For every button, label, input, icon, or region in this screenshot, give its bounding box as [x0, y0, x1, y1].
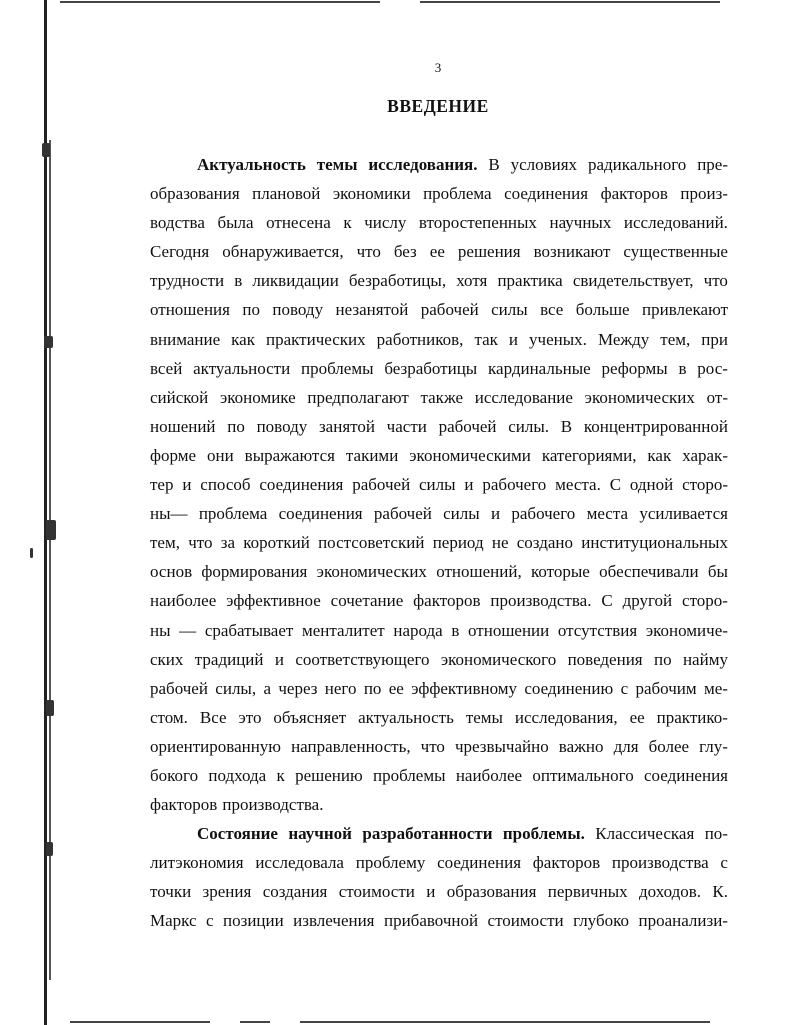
- word: что: [703, 271, 728, 291]
- word: рабочим: [635, 678, 697, 698]
- word: тер: [150, 475, 174, 495]
- word: ученых.: [529, 329, 587, 349]
- word: экономики: [332, 184, 411, 204]
- word: рос-: [697, 358, 728, 378]
- word: все: [540, 300, 564, 320]
- word: исследование: [474, 387, 573, 407]
- word: привлекают: [642, 300, 728, 320]
- word: Между: [597, 329, 650, 349]
- word: факторов: [413, 591, 481, 611]
- word: ских: [150, 649, 184, 669]
- scan-bottom-line: [240, 1021, 270, 1023]
- word: как: [647, 445, 672, 465]
- word: соединения: [437, 853, 522, 873]
- word: в: [678, 358, 687, 378]
- word: это: [238, 707, 262, 727]
- word: к: [276, 765, 285, 785]
- word: отсутствия: [557, 620, 638, 640]
- word: по: [653, 649, 672, 669]
- word: бокого: [150, 765, 199, 785]
- word: ее: [388, 678, 404, 698]
- word: практических: [266, 329, 366, 349]
- word: в: [451, 620, 460, 640]
- scan-mark: [44, 336, 53, 348]
- word: тем,: [660, 329, 691, 349]
- word: менталитет: [301, 620, 385, 640]
- word: возникают: [533, 242, 611, 262]
- word: актуальности: [193, 358, 291, 378]
- word: В: [560, 416, 573, 436]
- word: они: [207, 445, 234, 465]
- text-line: [150, 499, 728, 528]
- word: так: [474, 329, 498, 349]
- word: постсоветский: [318, 533, 425, 553]
- word: факторов: [600, 184, 668, 204]
- text-line: [150, 557, 728, 586]
- word: производства.: [222, 795, 324, 815]
- word: формирования: [201, 562, 308, 582]
- scan-top-line: [420, 1, 720, 3]
- text-line: [150, 150, 728, 179]
- word: условиях: [510, 155, 578, 174]
- word: экономических: [584, 387, 695, 407]
- word: плановой: [252, 184, 321, 204]
- scan-mark: [42, 143, 50, 157]
- word: экономиче-: [645, 620, 728, 640]
- word: наиболее: [455, 765, 523, 785]
- word: наиболее: [150, 591, 217, 611]
- word: не: [491, 533, 509, 553]
- word: стоимости: [487, 911, 564, 931]
- word: проблемы: [300, 358, 374, 378]
- word: а: [263, 678, 271, 698]
- scan-mark: [46, 700, 54, 716]
- word: глу-: [699, 736, 728, 756]
- word: Все: [199, 707, 227, 727]
- word: с: [206, 911, 214, 931]
- scan-bottom-line: [70, 1021, 210, 1023]
- word: харак-: [682, 445, 728, 465]
- text-line: [150, 645, 728, 674]
- scan-mark: [46, 842, 53, 856]
- word: практика: [497, 271, 563, 291]
- word: производства: [611, 853, 709, 873]
- text-line: [150, 441, 728, 470]
- word: внимание: [150, 329, 221, 349]
- word: оптимального: [532, 765, 634, 785]
- word: силы: [419, 475, 456, 495]
- word: места.: [555, 475, 601, 495]
- scan-bottom-line: [300, 1021, 710, 1023]
- word: без: [393, 242, 417, 262]
- word: одной: [629, 475, 674, 495]
- bold-word: Актуальность: [197, 155, 306, 174]
- word: обнаруживается,: [222, 242, 344, 262]
- word: и: [508, 329, 519, 349]
- word: рабочей: [352, 475, 411, 495]
- word: него: [324, 678, 357, 698]
- word: зрения: [202, 882, 252, 902]
- text-line: [150, 295, 728, 324]
- word: ее: [629, 707, 645, 727]
- word: второстепенных: [418, 213, 537, 233]
- word: для: [613, 736, 639, 756]
- word: другой: [622, 591, 673, 611]
- word: больше: [575, 300, 630, 320]
- word: чрезвычайно: [454, 736, 549, 756]
- word: темы: [465, 707, 503, 727]
- word: отношений,: [436, 562, 522, 582]
- word: безработицы: [384, 358, 478, 378]
- word: исследования,: [514, 707, 618, 727]
- word: в: [234, 271, 243, 291]
- scan-mark: [46, 520, 56, 540]
- word: категориями,: [541, 445, 637, 465]
- word: что: [420, 736, 445, 756]
- word: реформы: [601, 358, 668, 378]
- page-title: ВВЕДЕНИЕ: [387, 96, 489, 116]
- word: С: [601, 591, 613, 611]
- word: такими: [345, 445, 399, 465]
- word: поведения: [567, 649, 643, 669]
- text-line: [150, 237, 728, 266]
- word: произ-: [680, 184, 728, 204]
- bold-word: проблемы.: [502, 824, 585, 844]
- word: доходов.: [639, 882, 702, 902]
- text-line: [150, 208, 728, 237]
- word: срабатывает: [204, 620, 294, 640]
- word: Сегодня: [150, 242, 210, 262]
- word: исследовала: [255, 853, 344, 873]
- word: всей: [150, 358, 183, 378]
- word: первичных: [547, 882, 628, 902]
- word: экономических: [316, 562, 427, 582]
- word: свидетельствует,: [572, 271, 694, 291]
- text-line: [150, 906, 728, 935]
- text-line: [150, 819, 728, 848]
- word: рабочего: [482, 475, 547, 495]
- page-number: 3: [434, 60, 442, 75]
- text-line: [150, 616, 728, 645]
- word: отношения: [150, 300, 230, 320]
- word: институциональных: [581, 533, 728, 553]
- word: кардинальные: [488, 358, 591, 378]
- word: ны: [150, 620, 171, 640]
- text-line: [150, 412, 728, 441]
- bold-word: исследования.: [368, 155, 478, 174]
- word: рабочей: [373, 504, 432, 524]
- word: эффективное: [226, 591, 321, 611]
- word: С: [609, 475, 622, 495]
- word: сийской: [150, 387, 209, 407]
- word: соединения: [259, 475, 344, 495]
- word: экономике: [219, 387, 296, 407]
- text-line: [150, 732, 728, 761]
- word: ликвидации: [252, 271, 339, 291]
- word: найму: [682, 649, 728, 669]
- word: водства: [150, 213, 205, 233]
- word: усиливается: [639, 504, 728, 524]
- word: по: [363, 678, 382, 698]
- text-line: [150, 470, 728, 499]
- bold-word: Состояние: [197, 824, 278, 844]
- text-line: [150, 877, 728, 906]
- word: форме: [150, 445, 197, 465]
- word: соединения: [278, 504, 363, 524]
- word: решению: [295, 765, 363, 785]
- word: экономического: [440, 649, 557, 669]
- word: проблемы: [372, 765, 446, 785]
- bold-word: научной: [288, 824, 352, 844]
- word: существенные: [623, 242, 728, 262]
- word: через: [278, 678, 318, 698]
- word: отношении: [468, 620, 550, 640]
- word: и: [464, 475, 474, 495]
- text-line: [150, 703, 728, 732]
- word: рабочей: [150, 678, 208, 698]
- word: производства.: [490, 591, 592, 611]
- word: хотя: [456, 271, 488, 291]
- word: отнесена: [266, 213, 331, 233]
- word: концентрированной: [583, 416, 728, 436]
- word: ме-: [703, 678, 728, 698]
- word: и: [490, 504, 501, 524]
- word: эффективному: [411, 678, 517, 698]
- scan-mark: [30, 548, 33, 558]
- word: силы: [443, 504, 480, 524]
- word: К.: [712, 882, 728, 902]
- word: извлечения: [293, 911, 375, 931]
- word: от-: [706, 387, 728, 407]
- word: предполагают: [307, 387, 409, 407]
- text-line: [150, 383, 728, 412]
- word: силы,: [215, 678, 257, 698]
- word: соединению: [524, 678, 614, 698]
- word: также: [420, 387, 464, 407]
- word: актуальность: [358, 707, 454, 727]
- word: —: [179, 620, 197, 640]
- word: создано: [516, 533, 573, 553]
- word: подхода: [208, 765, 267, 785]
- word: выражаются: [244, 445, 335, 465]
- word: литэкономия: [150, 853, 244, 873]
- bold-word: разработанности: [362, 824, 493, 844]
- word: ны—: [150, 504, 188, 524]
- word: рабочего: [511, 504, 576, 524]
- word: пре-: [697, 155, 728, 174]
- word: с: [720, 853, 728, 873]
- word: силы: [491, 300, 528, 320]
- text-line: [150, 266, 728, 295]
- word: по: [227, 416, 245, 436]
- word: трудности: [150, 271, 225, 291]
- word: части: [386, 416, 427, 436]
- bold-word: темы: [316, 155, 358, 174]
- word: исследований.: [623, 213, 728, 233]
- word: как: [231, 329, 255, 349]
- text-line: [150, 790, 728, 819]
- word: при: [701, 329, 728, 349]
- word: образования: [446, 882, 537, 902]
- text-line: [150, 674, 728, 703]
- text-line: [150, 848, 728, 877]
- word: более: [648, 736, 690, 756]
- word: ее: [429, 242, 445, 262]
- word: основ: [150, 562, 193, 582]
- word: проанализи-: [638, 911, 728, 931]
- word: способ: [200, 475, 251, 495]
- word: рабочей: [438, 416, 497, 436]
- word: и: [182, 475, 192, 495]
- word: точки: [150, 882, 192, 902]
- word: места: [586, 504, 629, 524]
- word: сочетание: [330, 591, 404, 611]
- word: рабочей: [420, 300, 479, 320]
- word: народа: [393, 620, 443, 640]
- word: короткий: [243, 533, 310, 553]
- word: решения: [457, 242, 521, 262]
- word: была: [217, 213, 254, 233]
- word: период: [432, 533, 484, 553]
- word: сторо-: [682, 475, 728, 495]
- word: факторов: [150, 795, 218, 815]
- word: Маркс: [150, 911, 197, 931]
- word: соединения: [504, 184, 589, 204]
- word: безработицы,: [348, 271, 447, 291]
- text-line: [150, 354, 728, 383]
- word: за: [220, 533, 236, 553]
- word: сторо-: [682, 591, 728, 611]
- word: глубоко: [573, 911, 630, 931]
- word: и: [426, 882, 436, 902]
- text-line: [150, 179, 728, 208]
- word: важно: [558, 736, 604, 756]
- word: бы: [707, 562, 728, 582]
- word: экономическими: [409, 445, 531, 465]
- word: числу: [364, 213, 407, 233]
- word: соответствующего: [295, 649, 430, 669]
- word: стом.: [150, 707, 188, 727]
- word: незанятой: [335, 300, 409, 320]
- word: факторов: [532, 853, 601, 873]
- word: традиций: [194, 649, 264, 669]
- word: работников,: [376, 329, 464, 349]
- word: с: [620, 678, 629, 698]
- word: объясняет: [273, 707, 347, 727]
- word: силы.: [508, 416, 550, 436]
- body-text: [150, 150, 728, 936]
- word: практико-: [656, 707, 728, 727]
- word: поводу: [272, 300, 324, 320]
- word: что: [356, 242, 381, 262]
- word: направленность,: [291, 736, 411, 756]
- word: стоимости: [338, 882, 415, 902]
- word: проблема: [198, 504, 268, 524]
- text-line: [150, 325, 728, 354]
- word: по-: [704, 824, 728, 844]
- word: научных: [549, 213, 612, 233]
- word: прибавочной: [383, 911, 479, 931]
- word: соединения: [644, 765, 728, 785]
- word: В: [488, 155, 500, 174]
- word: поводу: [256, 416, 308, 436]
- word: проблема: [423, 184, 492, 204]
- text-line: [150, 761, 728, 790]
- word: Классическая: [595, 824, 695, 844]
- word: которые: [531, 562, 590, 582]
- word: занятой: [318, 416, 375, 436]
- word: по: [242, 300, 260, 320]
- word: радикального: [587, 155, 687, 174]
- word: ориентированную: [150, 736, 282, 756]
- word: создания: [262, 882, 328, 902]
- text-line: [150, 586, 728, 615]
- word: проблему: [355, 853, 426, 873]
- word: тем,: [150, 533, 180, 553]
- word: к: [343, 213, 352, 233]
- word: и: [274, 649, 284, 669]
- word: позиции: [223, 911, 284, 931]
- scan-top-line: [60, 1, 380, 3]
- word: обеспечивали: [599, 562, 699, 582]
- text-line: [150, 528, 728, 557]
- word: ношений: [150, 416, 216, 436]
- word: что: [188, 533, 213, 553]
- word: образования: [150, 184, 240, 204]
